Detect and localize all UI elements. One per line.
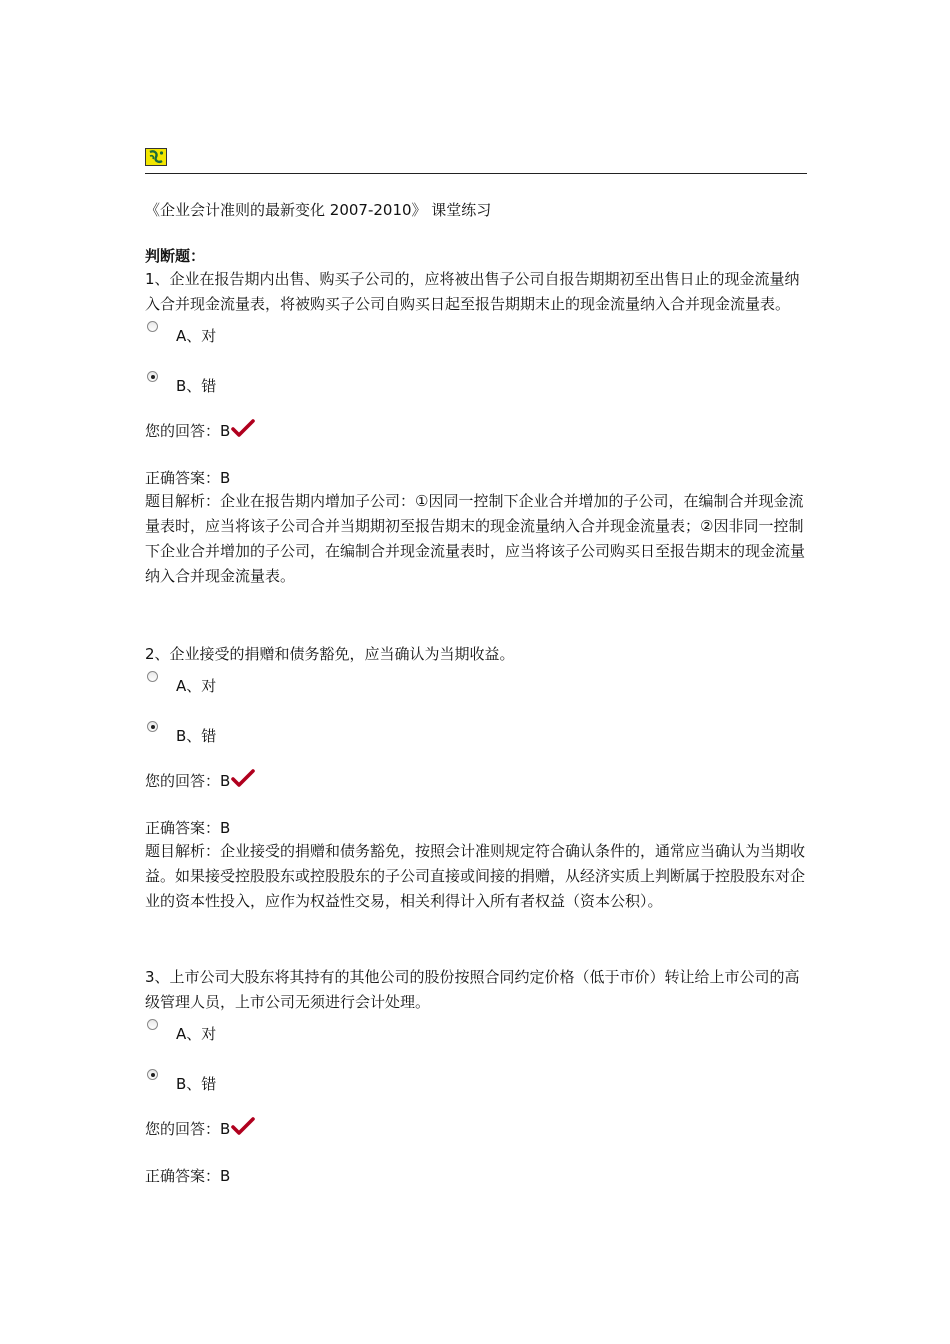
- explanation-label: 题目解析：: [145, 492, 221, 510]
- question-2: [145, 642, 807, 914]
- radio-button-a[interactable]: [147, 321, 158, 332]
- option-a[interactable]: [145, 1021, 807, 1047]
- explanation: [145, 489, 807, 589]
- explanation-text: 企业在报告期内增加子公司：①因同一控制下企业合并增加的子公司，在编制合并现金流量表时，应当将该子公司合并当期期初至报告期末的现金流量纳入合并现金流量表；②因非同一控制下企业合并增加的子公司，在编制合并现金流量表时，应当将该子公司购买日至报告期末的现金流量纳入合并现金流量表。: [145, 492, 806, 585]
- option-label: A、对: [176, 1025, 217, 1043]
- question-number: 2、: [145, 645, 170, 663]
- document-title: 《企业会计准则的最新变化 2007-2010》 课堂练习: [145, 201, 492, 219]
- radio-button-b[interactable]: [147, 721, 158, 732]
- question-body: 企业接受的捐赠和债务豁免，应当确认为当期收益。: [169, 645, 515, 663]
- explanation-label: 题目解析：: [145, 842, 221, 860]
- checkmark-icon: [231, 419, 255, 439]
- option-b[interactable]: [145, 723, 807, 749]
- correct-answer-label: 正确答案：: [145, 1167, 221, 1185]
- explanation-text: 企业接受的捐赠和债务豁免，按照会计准则规定符合确认条件的，通常应当确认为当期收益。如果接受控股股东或控股股东的子公司直接或间接的捐赠，从经济实质上判断属于控股股东对企业的资本性投入，应作为权益性交易，相关利得计入所有者权益（资本公积）。: [145, 842, 806, 910]
- option-b[interactable]: [145, 373, 807, 399]
- correct-answer: [145, 467, 807, 489]
- radio-button-b[interactable]: [147, 1069, 158, 1080]
- option-label: A、对: [176, 677, 217, 695]
- option-a[interactable]: [145, 673, 807, 699]
- document-page: [145, 148, 807, 1185]
- question-body: 上市公司大股东将其持有的其他公司的股份按照合同约定价格（低于市价）转让给上市公司的高级管理人员，上市公司无须进行会计处理。: [145, 968, 800, 1011]
- correct-answer-value: B: [220, 819, 231, 837]
- your-answer-value: B: [220, 1120, 231, 1138]
- book-logo-icon: [145, 148, 167, 166]
- section-heading: 判断题：: [145, 247, 206, 265]
- question-text: [145, 267, 807, 317]
- question-number: 1、: [145, 270, 170, 288]
- checkmark-icon: [231, 769, 255, 789]
- your-answer-label: 您的回答：: [145, 422, 221, 440]
- correct-answer-label: 正确答案：: [145, 819, 221, 837]
- question-1: [145, 267, 807, 589]
- checkmark-icon: [231, 1117, 255, 1137]
- radio-button-a[interactable]: [147, 671, 158, 682]
- correct-answer-value: B: [220, 469, 231, 487]
- your-answer: [145, 1117, 807, 1140]
- header-divider: [145, 173, 807, 174]
- explanation: [145, 839, 807, 914]
- question-text: [145, 642, 807, 667]
- question-body: 企业在报告期内出售、购买子公司的，应将被出售子公司自报告期期初至出售日止的现金流量纳入合并现金流量表，将被购买子公司自购买日起至报告期期末止的现金流量纳入合并现金流量表。: [145, 270, 800, 313]
- your-answer-value: B: [220, 772, 231, 790]
- logo-row: [145, 148, 807, 168]
- option-b[interactable]: [145, 1071, 807, 1097]
- radio-button-b[interactable]: [147, 371, 158, 382]
- correct-answer: [145, 1165, 807, 1187]
- your-answer-value: B: [220, 422, 231, 440]
- question-number: 3、: [145, 968, 170, 986]
- question-text: [145, 965, 807, 1015]
- correct-answer-value: B: [220, 1167, 231, 1185]
- correct-answer-label: 正确答案：: [145, 469, 221, 487]
- option-a[interactable]: [145, 323, 807, 349]
- option-label: B、错: [176, 1075, 217, 1093]
- radio-button-a[interactable]: [147, 1019, 158, 1030]
- question-3: [145, 965, 807, 1187]
- option-label: B、错: [176, 727, 217, 745]
- correct-answer: [145, 817, 807, 839]
- your-answer: [145, 419, 807, 442]
- your-answer: [145, 769, 807, 792]
- your-answer-label: 您的回答：: [145, 772, 221, 790]
- option-label: A、对: [176, 327, 217, 345]
- your-answer-label: 您的回答：: [145, 1120, 221, 1138]
- option-label: B、错: [176, 377, 217, 395]
